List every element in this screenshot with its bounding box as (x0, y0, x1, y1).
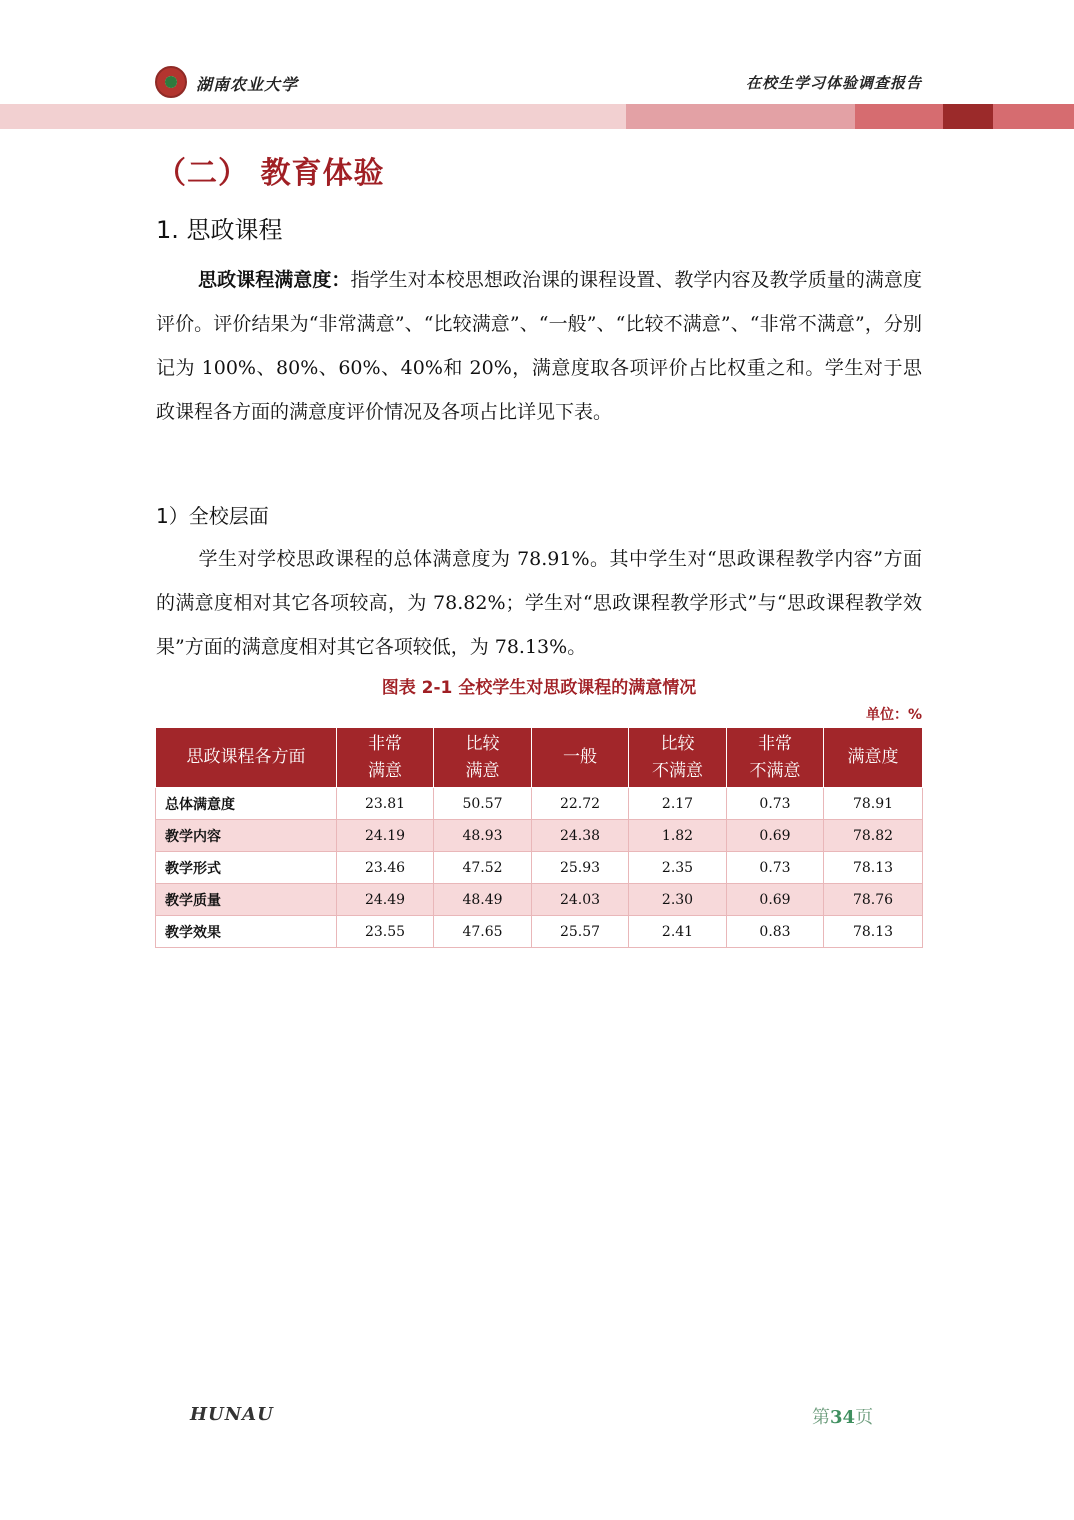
table-cell: 23.81 (337, 788, 434, 820)
page-number: 第34页 (812, 1407, 874, 1428)
satisfaction-table (155, 727, 923, 948)
table-cell: 78.13 (824, 852, 923, 884)
table-cell: 0.73 (727, 852, 824, 884)
header-band-segment (993, 104, 1074, 129)
summary-paragraph (156, 537, 922, 669)
subsection-title: 1. 思政课程 (156, 216, 283, 244)
table-cell: 2.17 (629, 788, 727, 820)
table-row (156, 820, 923, 852)
table-header-row (156, 728, 923, 788)
table-header-cell: 非常 不满意 (727, 728, 824, 788)
table-cell: 0.69 (727, 820, 824, 852)
report-title: 在校生学习体验调查报告 (745, 74, 922, 92)
table-row (156, 884, 923, 916)
definition-paragraph (156, 258, 922, 434)
table-header-cell: 满意度 (824, 728, 923, 788)
definition-term: 思政课程满意度： (198, 269, 351, 291)
table-header-cell: 非常 满意 (337, 728, 434, 788)
table-cell: 47.52 (434, 852, 532, 884)
table-row (156, 916, 923, 948)
table-cell: 23.55 (337, 916, 434, 948)
table-cell: 2.30 (629, 884, 727, 916)
table-cell: 22.72 (532, 788, 629, 820)
row-label: 教学形式 (156, 852, 337, 884)
table-cell: 23.46 (337, 852, 434, 884)
table-cell: 0.73 (727, 788, 824, 820)
table-cell: 48.93 (434, 820, 532, 852)
table-cell: 0.83 (727, 916, 824, 948)
header-band-segment (626, 104, 855, 129)
section-title: （二） 教育体验 (156, 156, 385, 191)
table-cell: 0.69 (727, 884, 824, 916)
table-cell: 78.13 (824, 916, 923, 948)
table-cell: 24.19 (337, 820, 434, 852)
table-header-cell: 比较 满意 (434, 728, 532, 788)
row-label: 教学质量 (156, 884, 337, 916)
summary-text: 学生对学校思政课程的总体满意度为 78.91%。其中学生对“思政课程教学内容”方面的满意度相对其它各项较高，为 78.82%；学生对“思政课程教学形式”与“思政课程教学效果”方面的满意度相对其它各项较低，为 78.13%。 (156, 548, 922, 658)
table-cell: 25.57 (532, 916, 629, 948)
table-unit: 单位：% (865, 707, 922, 723)
table-header-cell: 比较 不满意 (629, 728, 727, 788)
table-cell: 78.76 (824, 884, 923, 916)
row-label: 教学效果 (156, 916, 337, 948)
footer-brand: HUNAU (190, 1404, 274, 1425)
header-band-segment (0, 104, 626, 129)
header-band-segment (855, 104, 943, 129)
table-cell: 48.49 (434, 884, 532, 916)
header-color-band (0, 104, 1074, 129)
row-label: 总体满意度 (156, 788, 337, 820)
table-cell: 24.03 (532, 884, 629, 916)
level-title: 1）全校层面 (156, 504, 269, 528)
table-cell: 1.82 (629, 820, 727, 852)
logo-emblem-icon (165, 76, 177, 88)
row-label: 教学内容 (156, 820, 337, 852)
table-cell: 24.49 (337, 884, 434, 916)
table-caption: 图表 2-1 全校学生对思政课程的满意情况 (381, 678, 697, 698)
table-cell: 50.57 (434, 788, 532, 820)
table-row (156, 852, 923, 884)
table-cell: 78.82 (824, 820, 923, 852)
table-cell: 2.35 (629, 852, 727, 884)
table-cell: 78.91 (824, 788, 923, 820)
table-cell: 24.38 (532, 820, 629, 852)
table-cell: 47.65 (434, 916, 532, 948)
table-header-cell: 思政课程各方面 (156, 728, 337, 788)
university-name: 湖南农业大学 (196, 75, 299, 94)
table-row (156, 788, 923, 820)
definition-text: 指学生对本校思想政治课的课程设置、教学内容及教学质量的满意度评价。评价结果为“非常满意”、“比较满意”、“一般”、“比较不满意”、“非常不满意”，分别记为 100%、80%、60%、40%和 20%，满意度取各项评价占比权重之和。学生对于思政课程各方面的满意度评价情况及各项占比详见下表。 (156, 269, 922, 423)
header-band-segment (943, 104, 993, 129)
university-logo (155, 66, 187, 98)
table-cell: 2.41 (629, 916, 727, 948)
table-header-cell: 一般 (532, 728, 629, 788)
table-cell: 25.93 (532, 852, 629, 884)
